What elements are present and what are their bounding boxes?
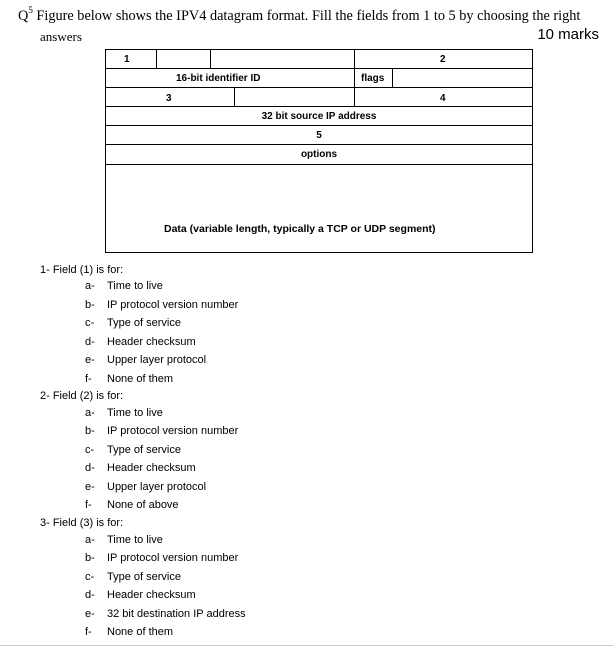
field-5-label: 5 [316, 130, 322, 141]
diagram-data-row [105, 164, 533, 253]
option-letter: e- [85, 481, 95, 493]
option-letter: c- [85, 571, 95, 583]
options-label: options [300, 149, 338, 160]
option-text: IP protocol version number [107, 425, 239, 437]
data-label: Data (variable length, typically a TCP or UDP segment) [164, 223, 436, 235]
option-text: 32 bit destination IP address [107, 608, 246, 620]
flags-label: flags [361, 73, 385, 84]
option-text: Time to live [107, 534, 163, 546]
diagram-row-6 [105, 144, 533, 165]
option-letter: d- [85, 589, 95, 601]
option-letter: a- [85, 534, 95, 546]
option-letter: d- [85, 462, 95, 474]
option-letter: a- [85, 280, 95, 292]
diagram-row-1 [105, 49, 533, 69]
diagram-divider [392, 69, 393, 87]
option-letter: e- [85, 354, 95, 366]
question-text: Figure below shows the IPV4 datagram format. Fill the fields from 1 to 5 by choosing the right [32, 7, 581, 24]
option-text: None of them [107, 373, 174, 385]
option-letter: c- [85, 444, 95, 456]
option-text: Time to live [107, 280, 163, 292]
option-letter: c- [85, 317, 95, 329]
option-text: Time to live [107, 407, 163, 419]
question-text-continued: answers [40, 29, 82, 44]
diagram-row-4 [105, 106, 533, 126]
option-text: Header checksum [107, 336, 196, 348]
question-prefix: Q [18, 7, 29, 24]
option-letter: b- [85, 552, 95, 564]
option-text: Upper layer protocol [107, 354, 207, 366]
question-3-label: 3- Field (3) is for: [40, 517, 124, 529]
marks-label: 10 marks [537, 26, 599, 43]
option-letter: f- [85, 626, 92, 638]
option-letter: a- [85, 407, 95, 419]
diagram-row-2 [105, 68, 533, 88]
option-letter: e- [85, 608, 95, 620]
diagram-divider [156, 50, 157, 68]
page-bottom-divider [0, 645, 613, 646]
option-text: IP protocol version number [107, 552, 239, 564]
option-letter: f- [85, 499, 92, 511]
source-address-label: 32 bit source IP address [261, 111, 377, 122]
question-1-label: 1- Field (1) is for: [40, 264, 124, 276]
option-text: None of them [107, 626, 174, 638]
option-letter: d- [85, 336, 95, 348]
diagram-divider [354, 50, 355, 68]
field-1-label: 1 [124, 54, 130, 65]
option-text: Upper layer protocol [107, 481, 207, 493]
diagram-divider [210, 50, 211, 68]
identifier-label: 16-bit identifier ID [176, 73, 261, 84]
field-2-label: 2 [440, 54, 446, 65]
diagram-row-5 [105, 125, 533, 145]
option-text: IP protocol version number [107, 299, 239, 311]
diagram-divider [354, 69, 355, 87]
question-2-label: 2- Field (2) is for: [40, 390, 124, 402]
option-letter: f- [85, 373, 92, 385]
option-text: Header checksum [107, 462, 196, 474]
option-text: Header checksum [107, 589, 196, 601]
diagram-divider [354, 88, 355, 106]
option-text: Type of service [107, 317, 181, 329]
option-text: Type of service [107, 444, 181, 456]
diagram-divider [234, 88, 235, 106]
field-4-label: 4 [440, 93, 446, 104]
field-3-label: 3 [166, 93, 172, 104]
option-letter: b- [85, 299, 95, 311]
question-number: 5 [28, 5, 33, 15]
option-letter: b- [85, 425, 95, 437]
question-header [18, 6, 580, 25]
diagram-row-3 [105, 87, 533, 107]
option-text: None of above [107, 499, 179, 511]
option-text: Type of service [107, 571, 181, 583]
